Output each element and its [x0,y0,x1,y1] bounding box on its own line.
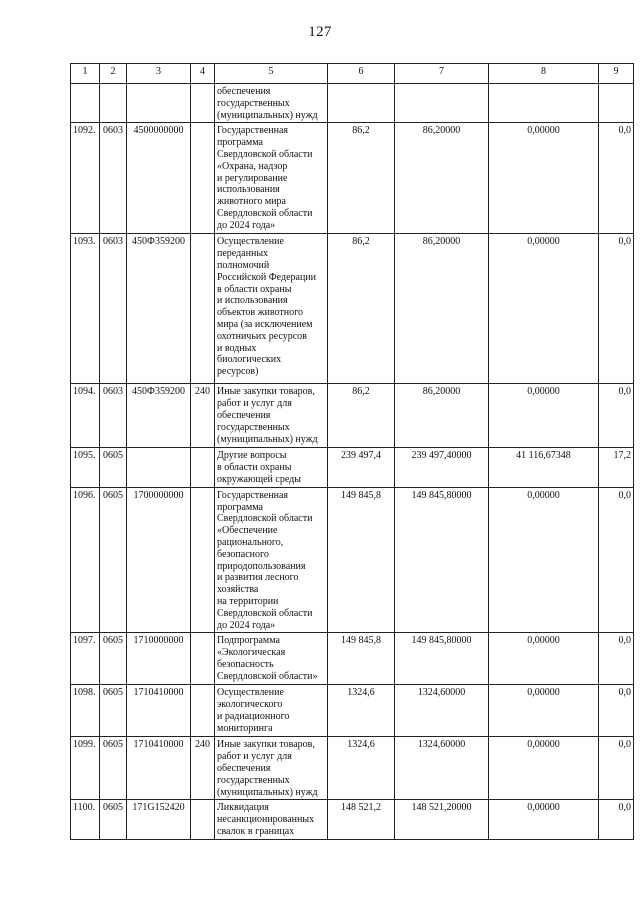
row-number: 1093. [71,234,100,384]
percent-col-9: 0,0 [599,737,634,800]
percent-col-9: 0,0 [599,800,634,840]
percent-col-9: 0,0 [599,123,634,234]
page-number: 127 [308,24,332,40]
table-row [71,234,634,384]
row-number: 1097. [71,633,100,685]
amount-col-8: 41 116,67348 [489,448,599,487]
target-code: 1700000000 [127,487,191,633]
amount-col-6: 1324,6 [328,737,395,800]
target-code [127,448,191,487]
row-number: 1095. [71,448,100,487]
item-name: Осуществление переданных полномочий Российской Федерации в области охраны и использования объектов животного мира (за исключением охотничьих ресурсов и водных биологических ресурсов) [215,234,328,384]
item-name: Осуществление экологического и радиационного мониторинга [215,685,328,737]
section-code: 0603 [100,234,127,384]
header-col-7: 7 [395,64,489,84]
amount-col-8: 0,00000 [489,685,599,737]
row-number: 1098. [71,685,100,737]
target-code: 4500000000 [127,123,191,234]
table-row [71,384,634,448]
percent-col-9 [599,84,634,123]
expense-type [191,448,215,487]
expense-type [191,84,215,123]
target-code: 1710410000 [127,737,191,800]
section-code: 0605 [100,448,127,487]
row-number: 1094. [71,384,100,448]
row-number: 1092. [71,123,100,234]
percent-col-9: 0,0 [599,384,634,448]
table-row [71,123,634,234]
item-name: Подпрограмма «Экологическая безопасность Свердловской области» [215,633,328,685]
section-code [100,84,127,123]
target-code: 1710410000 [127,685,191,737]
target-code: 450Ф359200 [127,384,191,448]
amount-col-6: 86,2 [328,384,395,448]
amount-col-6: 86,2 [328,234,395,384]
section-code: 0605 [100,737,127,800]
amount-col-6: 149 845,8 [328,487,395,633]
budget-table [70,63,634,840]
expense-type [191,685,215,737]
amount-col-7: 1324,60000 [395,737,489,800]
expense-type: 240 [191,384,215,448]
section-code: 0605 [100,633,127,685]
header-col-2: 2 [100,64,127,84]
expense-type [191,633,215,685]
amount-col-6: 1324,6 [328,685,395,737]
table-row [71,487,634,633]
percent-col-9: 17,2 [599,448,634,487]
header-col-1: 1 [71,64,100,84]
header-col-6: 6 [328,64,395,84]
target-code: 1710000000 [127,633,191,685]
item-name: обеспечения государственных (муниципальных) нужд [215,84,328,123]
amount-col-7: 86,20000 [395,234,489,384]
expense-type [191,800,215,840]
amount-col-8 [489,84,599,123]
row-number: 1096. [71,487,100,633]
item-name: Ликвидация несанкционированных свалок в границах [215,800,328,840]
target-code [127,84,191,123]
header-col-8: 8 [489,64,599,84]
table-row [71,737,634,800]
row-number: 1099. [71,737,100,800]
target-code: 450Ф359200 [127,234,191,384]
header-col-4: 4 [191,64,215,84]
row-number: 1100. [71,800,100,840]
header-col-9: 9 [599,64,634,84]
amount-col-7: 149 845,80000 [395,633,489,685]
table-row [71,633,634,685]
header-col-3: 3 [127,64,191,84]
amount-col-8: 0,00000 [489,737,599,800]
expense-type [191,487,215,633]
amount-col-6: 148 521,2 [328,800,395,840]
percent-col-9: 0,0 [599,685,634,737]
percent-col-9: 0,0 [599,234,634,384]
percent-col-9: 0,0 [599,633,634,685]
section-code: 0605 [100,800,127,840]
amount-col-6 [328,84,395,123]
table-body [71,84,634,840]
amount-col-6: 86,2 [328,123,395,234]
amount-col-8: 0,00000 [489,384,599,448]
header-col-5: 5 [215,64,328,84]
section-code: 0603 [100,384,127,448]
amount-col-6: 239 497,4 [328,448,395,487]
amount-col-8: 0,00000 [489,123,599,234]
amount-col-7: 86,20000 [395,384,489,448]
expense-type [191,234,215,384]
amount-col-7: 239 497,40000 [395,448,489,487]
expense-type [191,123,215,234]
row-number [71,84,100,123]
table-row [71,800,634,840]
header-row [71,64,634,84]
amount-col-7: 1324,60000 [395,685,489,737]
table-row [71,685,634,737]
item-name: Государственная программа Свердловской области «Охрана, надзор и регулирование использования животного мира Свердловской области до 2024 года» [215,123,328,234]
target-code: 171G152420 [127,800,191,840]
section-code: 0603 [100,123,127,234]
item-name: Государственная программа Свердловской области «Обеспечение рационального, безопасного природопользования и развития лесного хозяйства на территории Свердловской области до 2024 года» [215,487,328,633]
percent-col-9: 0,0 [599,487,634,633]
expense-type: 240 [191,737,215,800]
amount-col-8: 0,00000 [489,234,599,384]
amount-col-8: 0,00000 [489,800,599,840]
item-name: Другие вопросы в области охраны окружающей среды [215,448,328,487]
item-name: Иные закупки товаров, работ и услуг для обеспечения государственных (муниципальных) нужд [215,384,328,448]
item-name: Иные закупки товаров, работ и услуг для обеспечения государственных (муниципальных) нужд [215,737,328,800]
table-row [71,448,634,487]
amount-col-6: 149 845,8 [328,633,395,685]
table-row [71,84,634,123]
amount-col-7 [395,84,489,123]
amount-col-7: 149 845,80000 [395,487,489,633]
amount-col-8: 0,00000 [489,487,599,633]
section-code: 0605 [100,685,127,737]
amount-col-7: 86,20000 [395,123,489,234]
amount-col-8: 0,00000 [489,633,599,685]
section-code: 0605 [100,487,127,633]
amount-col-7: 148 521,20000 [395,800,489,840]
